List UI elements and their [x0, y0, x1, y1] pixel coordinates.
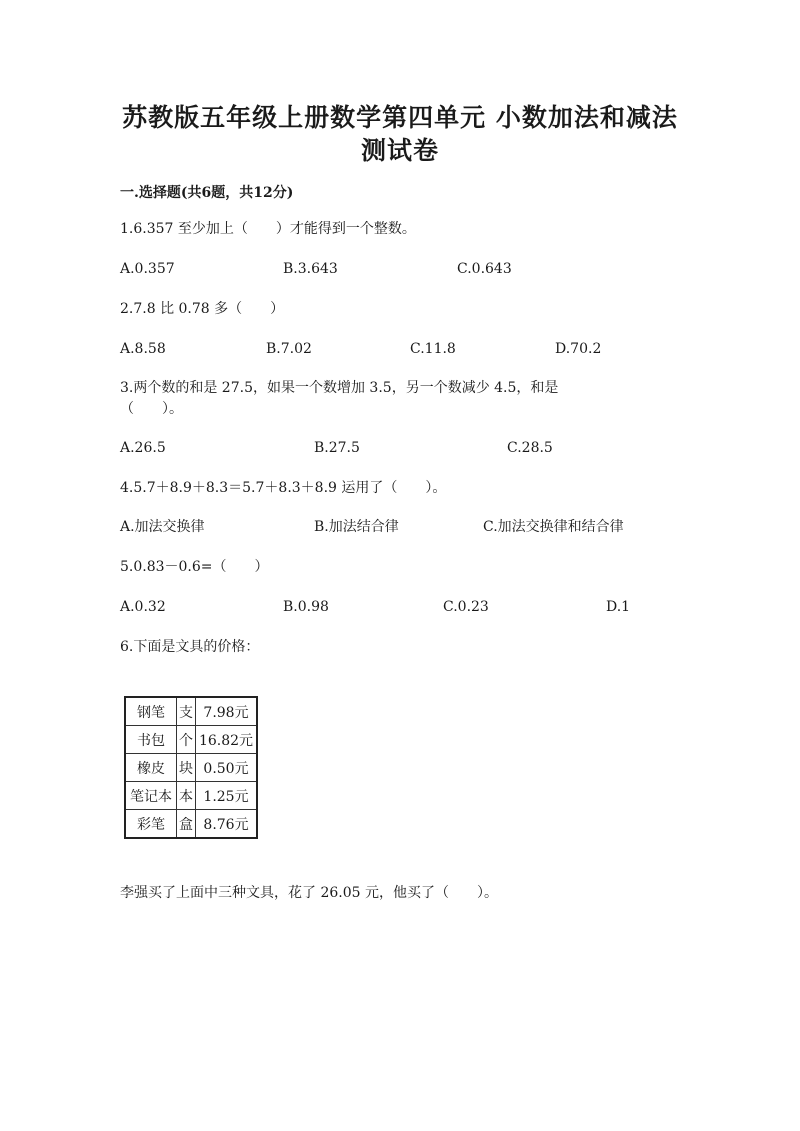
question-2: 2.7.8 比 0.78 多（ ）: [120, 301, 285, 317]
item-name: 橡皮: [125, 754, 177, 782]
q2-option-b[interactable]: B.7.02: [266, 341, 312, 357]
page-title-line2: 测试卷: [360, 136, 439, 165]
item-unit: 支: [177, 697, 196, 726]
q5-option-b[interactable]: B.0.98: [283, 599, 329, 615]
item-name: 彩笔: [125, 810, 177, 839]
table-row: [125, 726, 257, 754]
q4-option-a[interactable]: A.加法交换律: [120, 519, 205, 535]
item-name: 笔记本: [125, 782, 177, 810]
item-unit: 本: [177, 782, 196, 810]
item-price: 16.82元: [196, 726, 258, 754]
q3-option-b[interactable]: B.27.5: [314, 440, 360, 456]
table-row: [125, 697, 257, 726]
q2-option-a[interactable]: A.8.58: [120, 341, 166, 357]
question-6: 6.下面是文具的价格：: [120, 639, 260, 655]
item-name: 书包: [125, 726, 177, 754]
question-6-followup: 李强买了上面中三种文具，花了 26.05 元，他买了（ ）。: [120, 885, 498, 901]
q1-option-a[interactable]: A.0.357: [120, 261, 175, 277]
question-5: 5.0.83－0.6=（ ）: [120, 559, 269, 575]
question-4: 4.5.7＋8.9＋8.3＝5.7＋8.3＋8.9 运用了（ ）。: [120, 480, 447, 496]
q5-option-c[interactable]: C.0.23: [443, 599, 489, 615]
price-table: [124, 696, 258, 839]
q2-option-d[interactable]: D.70.2: [555, 341, 602, 357]
item-unit: 个: [177, 726, 196, 754]
section-heading: 一.选择题(共6题，共12分): [120, 185, 294, 201]
q4-option-c[interactable]: C.加法交换律和结合律: [483, 519, 624, 535]
question-3: 3.两个数的和是 27.5，如果一个数增加 3.5，另一个数减少 4.5，和是: [120, 380, 559, 396]
q1-option-b[interactable]: B.3.643: [283, 261, 338, 277]
item-unit: 块: [177, 754, 196, 782]
q2-option-c[interactable]: C.11.8: [410, 341, 456, 357]
item-price: 8.76元: [196, 810, 258, 839]
q5-option-d[interactable]: D.1: [606, 599, 631, 615]
table-row: [125, 782, 257, 810]
item-price: 7.98元: [196, 697, 258, 726]
item-price: 0.50元: [196, 754, 258, 782]
question-3-line2: （ ）。: [120, 401, 183, 417]
q4-option-b[interactable]: B.加法结合律: [314, 519, 399, 535]
q3-option-a[interactable]: A.26.5: [120, 440, 166, 456]
item-unit: 盒: [177, 810, 196, 839]
q5-option-a[interactable]: A.0.32: [120, 599, 166, 615]
item-price: 1.25元: [196, 782, 258, 810]
table-row: [125, 810, 257, 839]
table-row: [125, 754, 257, 782]
q1-option-c[interactable]: C.0.643: [457, 261, 512, 277]
item-name: 钢笔: [125, 697, 177, 726]
page-title: 苏教版五年级上册数学第四单元 小数加法和减法: [122, 103, 678, 132]
q3-option-c[interactable]: C.28.5: [507, 440, 553, 456]
question-1: 1.6.357 至少加上（ ）才能得到一个整数。: [120, 221, 416, 237]
